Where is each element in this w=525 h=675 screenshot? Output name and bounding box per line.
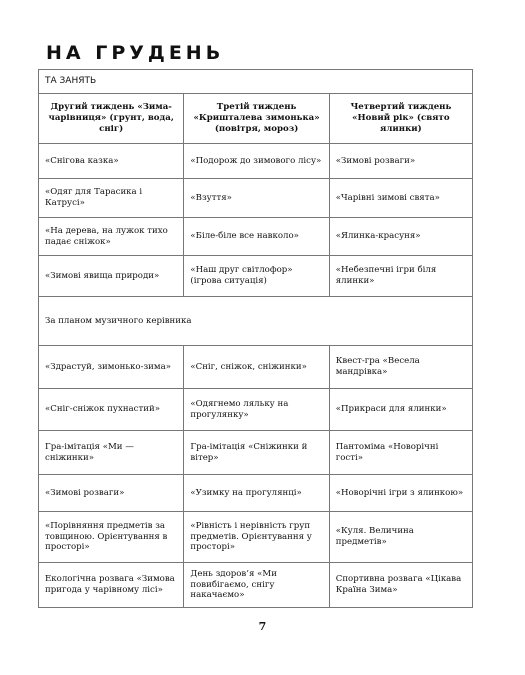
table-cell: «На дерева, на лужок тихо падає сніжок» bbox=[39, 218, 184, 256]
table-cell: «Прикраси для ялинки» bbox=[329, 389, 472, 431]
table-cell: «Небезпечні ігри біля ялинки» bbox=[329, 256, 472, 297]
table-cell: Гра-імітація «Ми — сніжинки» bbox=[39, 431, 184, 475]
table-cell: «Одягнемо ляльку на прогулянку» bbox=[184, 389, 329, 431]
table-cell: «Зимові розваги» bbox=[329, 144, 472, 179]
table-cell: Гра-імітація «Сніжинки й вітер» bbox=[184, 431, 329, 475]
table-cell: «Ялинка-красуня» bbox=[329, 218, 472, 256]
table-row bbox=[39, 179, 473, 218]
music-label: За планом музичного керівника bbox=[39, 297, 473, 346]
table-cell: «Наш друг світлофор» (ігрова ситуація) bbox=[184, 256, 329, 297]
header-week-3: Третій тиждень «Кришталева зимонька» (повітря, мороз) bbox=[184, 94, 329, 144]
table-cell: «Рівність і нерівність груп предметів. Орієнтування у просторі» bbox=[184, 512, 329, 563]
table-cell: «Взуття» bbox=[184, 179, 329, 218]
table-row bbox=[39, 144, 473, 179]
page-title: НА ГРУДЕНЬ bbox=[46, 42, 225, 64]
table-cell: «Зимові розваги» bbox=[39, 475, 184, 512]
table-row bbox=[39, 431, 473, 475]
table-row bbox=[39, 563, 473, 608]
table-cell: Пантоміма «Новорічні гості» bbox=[329, 431, 472, 475]
table-cell: «Одяг для Тарасика і Катрусі» bbox=[39, 179, 184, 218]
table-cell: «Порівняння предметів за товщиною. Орієнтування в просторі» bbox=[39, 512, 184, 563]
music-row bbox=[39, 297, 473, 346]
table-cell: Екологічна розвага «Зимова пригода у чарівному лісі» bbox=[39, 563, 184, 608]
table-cell: «Здрастуй, зимонько-зима» bbox=[39, 346, 184, 389]
table-row bbox=[39, 256, 473, 297]
table-cell: «Біле-біле все навколо» bbox=[184, 218, 329, 256]
table-cell: «Снігова казка» bbox=[39, 144, 184, 179]
table-row bbox=[39, 389, 473, 431]
header-row bbox=[39, 94, 473, 144]
table-row bbox=[39, 346, 473, 389]
schedule-table bbox=[38, 69, 473, 608]
table-cell: «Новорічні ігри з ялинкою» bbox=[329, 475, 472, 512]
table-cell: «Сніг-сніжок пухнастий» bbox=[39, 389, 184, 431]
table-row bbox=[39, 475, 473, 512]
table-cell: «Узимку на прогулянці» bbox=[184, 475, 329, 512]
table-cell: «Подорож до зимового лісу» bbox=[184, 144, 329, 179]
table-cell: «Куля. Величина предметів» bbox=[329, 512, 472, 563]
header-week-4: Четвертий тиждень «Новий рік» (свято ялинки) bbox=[329, 94, 472, 144]
table-row bbox=[39, 512, 473, 563]
table-cell: «Сніг, сніжок, сніжинки» bbox=[184, 346, 329, 389]
table-cell: Спортивна розвага «Цікава Країна Зима» bbox=[329, 563, 472, 608]
page-number: 7 bbox=[258, 620, 267, 633]
table-cell: Квест-гра «Весела мандрівка» bbox=[329, 346, 472, 389]
table-cell: День здоров’я «Ми повибігаємо, снігу накачаємо» bbox=[184, 563, 329, 608]
table-cell: «Зимові явища природи» bbox=[39, 256, 184, 297]
section-row bbox=[39, 70, 473, 94]
table-row bbox=[39, 218, 473, 256]
section-label: ТА ЗАНЯТЬ bbox=[39, 70, 473, 94]
header-week-2: Другий тиждень «Зима-чарівниця» (грунт, вода, сніг) bbox=[39, 94, 184, 144]
table-cell: «Чарівні зимові свята» bbox=[329, 179, 472, 218]
